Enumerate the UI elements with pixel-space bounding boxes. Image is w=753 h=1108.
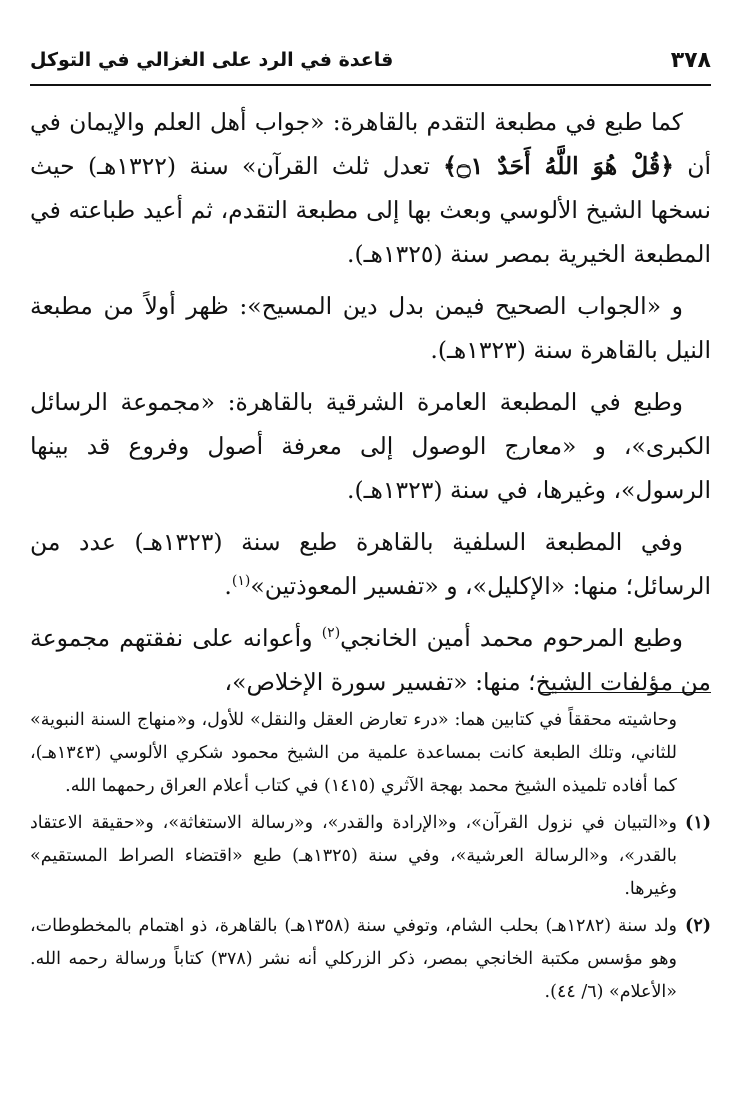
paragraph-4-end: . <box>224 572 232 600</box>
footnote-ref-2: (٢) <box>321 625 341 642</box>
paragraph-4 <box>30 520 711 608</box>
footnote-continuation: وحاشيته محققاً في كتابين هما: «درء تعارض العقل والنقل» للأول، و«منهاج السنة النبوية» للثاني، وتلك الطبعة كانت بمساعدة علمية من الشيخ محمود شكري الألوسي (١٣٤٣هـ)، كما أفاده تلميذه الشيخ محمد بهجة الآثري (١٤١٥) في كتاب أعلام العراق رحمهما الله. <box>30 710 677 796</box>
paragraph-2: و «الجواب الصحيح فيمن بدل دين المسيح»: ظهر أولاً من مطبعة النيل بالقاهرة سنة (١٣٢٣هـ). <box>30 292 711 364</box>
header-rule <box>30 84 711 86</box>
footnote-2-number: (٢) <box>685 916 711 936</box>
footnote-2-text: ولد سنة (١٢٨٢هـ) بحلب الشام، وتوفي سنة (١٣٥٨هـ) بالقاهرة، ذو اهتمام بالمخطوطات، وهو مؤسس مكتبة الخانجي بمصر، ذكر الزركلي أنه نشر (٣٧٨) كتاباً ورسالة رحمه الله. «الأعلام» (٦/ ٤٤). <box>30 916 678 1002</box>
page-number: ٣٧٨ <box>670 47 711 73</box>
footnote-2 <box>30 910 711 1009</box>
main-text <box>30 100 711 712</box>
footnote-1-text: و«التبيان في نزول القرآن»، و«الإرادة والقدر»، و«رسالة الاستغاثة»، و«حقيقة الاعتقاد بالقدر»، و«الرسالة العرشية»، وفي سنة (١٣٢٥هـ) طبع «اقتضاء الصراط المستقيم» وغيرها. <box>30 813 677 899</box>
footnote-ref-1: (١) <box>231 573 251 590</box>
paragraph-4-text: وفي المطبعة السلفية بالقاهرة طبع سنة (١٣٢٣هـ) عدد من الرسائل؛ منها: «الإكليل»، و «تفسير المعوذتين» <box>30 528 711 600</box>
footnotes <box>30 704 711 1013</box>
running-title: قاعدة في الرد على الغزالي في التوكل <box>30 49 394 71</box>
paragraph-1-after: تعدل ثلث القرآن» سنة (١٣٢٢هـ) حيث نسخها الشيخ الألوسي وبعث بها إلى مطبعة التقدم، ثم أعيد طباعته في المطبعة الخيرية بمصر سنة (١٣٢٥هـ). <box>30 152 711 268</box>
footnote-separator <box>541 692 711 693</box>
footnote-1 <box>30 807 711 906</box>
paragraph-1 <box>30 100 711 276</box>
quran-verse: ﴿قُلْ هُوَ اللَّهُ أَحَدٌ ۝١﴾ <box>443 152 674 180</box>
paragraph-5-after: وأعوانه على نفقتهم مجموعة من مؤلفات الشيخ؛ منها: «تفسير سورة الإخلاص»، <box>30 624 711 696</box>
paragraph-5-before: وطبع المرحوم محمد أمين الخانجي <box>340 624 683 652</box>
paragraph-5 <box>30 616 711 704</box>
paragraph-1-before: كما طبع في مطبعة التقدم بالقاهرة: «جواب أهل العلم والإيمان في أن <box>30 108 711 180</box>
running-header <box>30 38 711 82</box>
paragraph-3: وطبع في المطبعة العامرة الشرقية بالقاهرة: «مجموعة الرسائل الكبرى»، و «معارج الوصول إلى معرفة أصول وفروع قد بينها الرسول»، وغيرها، في سنة (١٣٢٣هـ). <box>30 388 711 504</box>
footnote-1-number: (١) <box>685 813 711 833</box>
